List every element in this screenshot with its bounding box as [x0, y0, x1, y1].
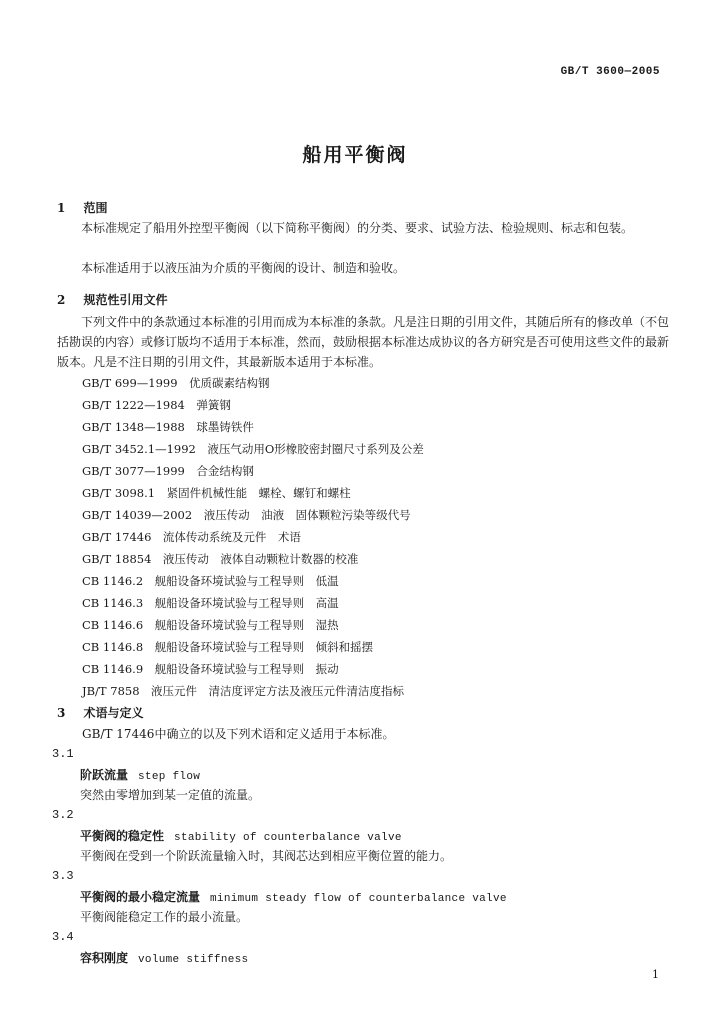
- term-number: 3.1: [52, 747, 74, 761]
- reference-item: GB/T 1348—1988 球墨铸铁件: [82, 420, 254, 434]
- section-number: 3: [57, 706, 66, 720]
- reference-item: CB 1146.3 舰船设备环境试验与工程导则 高温: [82, 596, 339, 610]
- section-title: 规范性引用文件: [83, 293, 168, 307]
- section-number: 2: [57, 293, 66, 307]
- scope-paragraph-1: 本标准规定了船用外控型平衡阀（以下简称平衡阀）的分类、要求、试验方法、检验规则、标志和包装。: [81, 221, 634, 235]
- term-zh: 阶跃流量: [80, 768, 129, 782]
- term-en: minimum steady flow of counterbalance valve: [210, 893, 507, 905]
- term-number: 3.4: [52, 930, 74, 944]
- term-entry: [80, 827, 402, 844]
- term-zh: 容积刚度: [80, 951, 129, 965]
- section-heading-scope: [57, 199, 108, 216]
- term-entry: [80, 766, 200, 783]
- term-zh: 平衡阀的最小稳定流量: [80, 890, 201, 904]
- page-title: 船用平衡阀: [302, 144, 408, 166]
- section-heading-normative: [57, 291, 168, 308]
- reference-item: CB 1146.8 舰船设备环境试验与工程导则 倾斜和摇摆: [82, 640, 374, 654]
- reference-item: GB/T 699—1999 优质碳素结构钢: [82, 376, 270, 390]
- reference-item: GB/T 18854 液压传动 液体自动颗粒计数器的校准: [82, 552, 359, 566]
- normative-intro: 下列文件中的条款通过本标准的引用而成为本标准的条款。凡是注日期的引用文件，其随后所有的修改单（不包括勘误的内容）或修订版均不适用于本标准，然而，鼓励根据本标准达成协议的各方研究是否可使用这些文件的最新版本。凡是不注日期的引用文件，其最新版本适用于本标准。: [57, 315, 670, 369]
- reference-item: GB/T 3452.1—1992 液压气动用O形橡胶密封圈尺寸系列及公差: [82, 442, 424, 456]
- term-en: stability of counterbalance valve: [174, 832, 402, 844]
- term-number: 3.2: [52, 808, 74, 822]
- page-number: 1: [652, 968, 659, 981]
- reference-item: GB/T 3098.1 紧固件机械性能 螺栓、螺钉和螺柱: [82, 486, 351, 500]
- term-entry: [80, 888, 507, 905]
- term-en: step flow: [138, 771, 201, 783]
- reference-item: CB 1146.2 舰船设备环境试验与工程导则 低温: [82, 574, 339, 588]
- term-en: volume stiffness: [138, 954, 249, 966]
- scope-paragraph-2: 本标准适用于以液压油为介质的平衡阀的设计、制造和验收。: [81, 261, 406, 275]
- standard-code: GB/T 3600—2005: [560, 66, 660, 78]
- term-definition: 平衡阀在受到一个阶跃流量输入时，其阀芯达到相应平衡位置的能力。: [80, 849, 453, 863]
- term-definition: 平衡阀能稳定工作的最小流量。: [80, 910, 249, 924]
- reference-item: GB/T 3077—1999 合金结构钢: [82, 464, 254, 478]
- reference-item: CB 1146.6 舰船设备环境试验与工程导则 湿热: [82, 618, 339, 632]
- section-number: 1: [57, 201, 66, 215]
- term-number: 3.3: [52, 869, 74, 883]
- term-entry: [80, 949, 248, 966]
- reference-item: GB/T 17446 流体传动系统及元件 术语: [82, 530, 301, 544]
- section-title: 范围: [83, 201, 108, 215]
- section-title: 术语与定义: [83, 706, 144, 720]
- reference-item: JB/T 7858 液压元件 清洁度评定方法及液压元件清洁度指标: [82, 684, 405, 698]
- terms-intro: GB/T 17446中确立的以及下列术语和定义适用于本标准。: [82, 727, 395, 741]
- reference-item: CB 1146.9 舰船设备环境试验与工程导则 振动: [82, 662, 339, 676]
- section-heading-terms: [57, 704, 144, 721]
- reference-item: GB/T 1222—1984 弹簧钢: [82, 398, 231, 412]
- term-definition: 突然由零增加到某一定值的流量。: [80, 788, 261, 802]
- reference-item: GB/T 14039—2002 液压传动 油液 固体颗粒污染等级代号: [82, 508, 411, 522]
- term-zh: 平衡阀的稳定性: [80, 829, 165, 843]
